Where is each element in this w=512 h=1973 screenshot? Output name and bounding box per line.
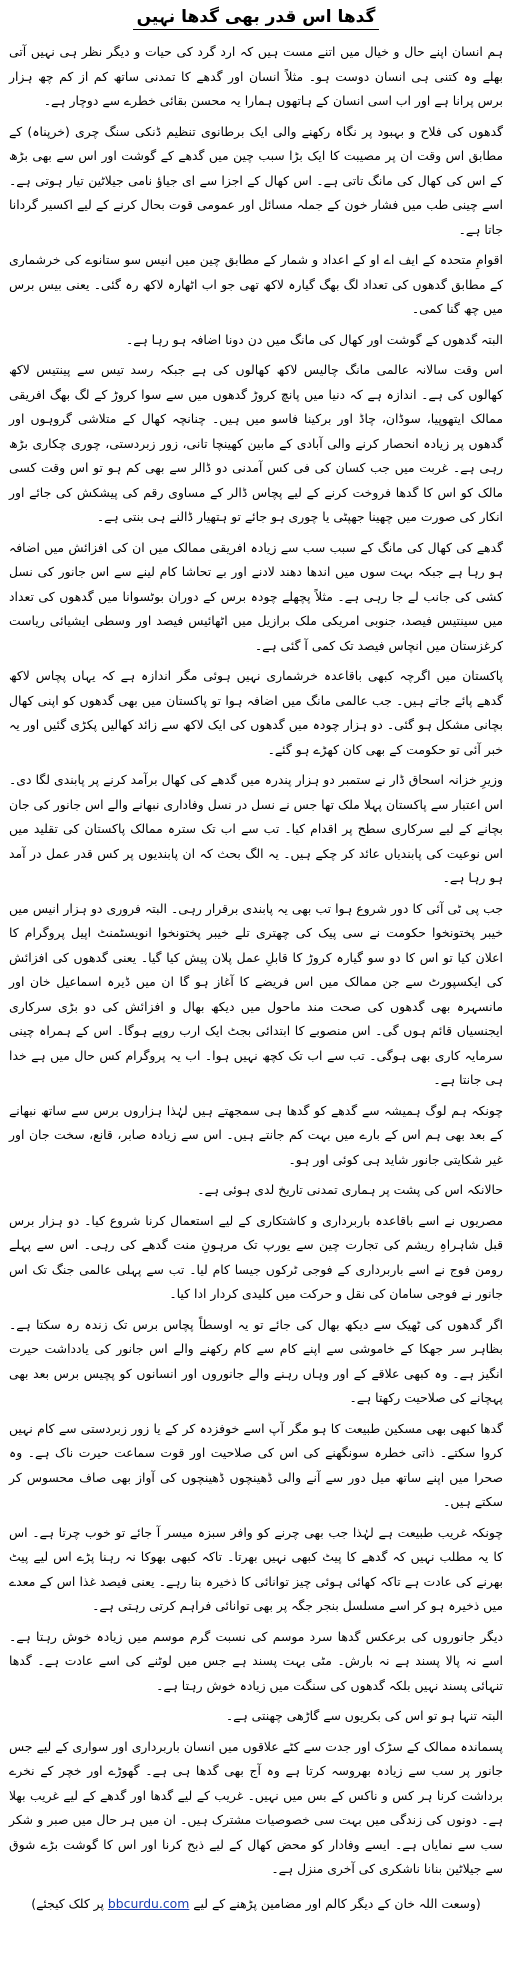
paragraph: گدھوں کی فلاح و بہبود پر نگاہ رکھنے والی ایک برطانوی تنظیم ڈنکی سنگ چری (خرپناہ) کے مطابق اس وقت ان پر مصیبت کا ایک بڑا سبب چین میں گدھے کے گوشت اور اس سے بھی بڑھ کے اس کی کھال کی مانگ تاتی ہے۔ اس کھال کے اجزا سے ای جیاؤ نامی جیلاٹین تیار ہوتی ہے۔ اسے چینی طب میں فشار خون کے جملہ مسائل اور عمومی قوت بحال کرنے کے لیے اکسیر گردانا جاتا ہے۔: [9, 123, 503, 237]
paragraph: پاکستان میں اگرچہ کبھی باقاعدہ خرشماری نہیں ہوئی مگر اندازہ ہے کہ یہاں پچاس لاکھ گدھے پائے جاتے ہیں۔ جب عالمی مانگ میں اضافہ ہوا تو پاکستان میں بھی گدھوں کو اپنی کھال بچانی مشکل ہو گئی۔ دو ہزار چودہ میں گدھوں کی ایک لاکھ سے زائد کھالیں پکڑی گئیں اور یہ خبر آئی تو حکومت کے بھی کان کھڑے ہو گئے۔: [9, 668, 503, 757]
paragraph: اقوامِ متحدہ کے ایف اے او کے اعداد و شمار کے مطابق چین میں انیس سو ستانوے کی خرشماری کے مطابق گدھوں کی تعداد لگ بھگ گیارہ لاکھ تھی جو اب اٹھارہ لاکھ رہ گئی۔ یعنی بیس برس میں چھ گنا کمی۔: [9, 252, 503, 316]
paragraph: پسماندہ ممالک کے سڑک اور جدت سے کٹے علاقوں میں انسان باربرداری اور سواری کے لیے جس جانور پر سب سے زیادہ بھروسہ کرتا ہے وہ آج بھی گدھا ہی ہے۔ گھوڑے اور خچر کے نخرے برداشت کرنا ہر کس و ناکس کے بس میں نہیں۔ غریب کے لیے گدھا اور گدھے کے لیے غریب بھلا ہے۔ دونوں کی زندگی میں بہت سی خصوصیات مشترک ہیں۔ ان میں ہر حال میں صبر و شکر سب سے نمایاں ہے۔ ایسے وفادار کو محض کھال کے لیے ذبح کرنا اور اس کا گوشت بڑے شوق سے جیلاٹین بنانا ناشکری کی آخری منزل ہے۔: [9, 1738, 503, 1876]
article-body: [9, 40, 503, 1882]
paragraph: گدھا کبھی بھی مسکین طبیعت کا ہو مگر آپ اسے خوفزدہ کر کے یا زور زبردستی سے کام نہیں کروا سکتے۔ ذاتی خطرہ سونگھنے کی اس کی صلاحیت اور قوت سماعت حیرت ناک ہے۔ وہ صحرا میں اپنے ساتھ میل دور سے آنے والی ڈھینچوں ڈھینچوں کی آواز بھی صاف محسوس کر سکتے ہیں۔: [9, 1420, 503, 1509]
article-title-text: گدھا اس قدر بھی گدھا نہیں: [133, 7, 380, 30]
paragraph: مصریوں نے اسے باقاعدہ باربرداری و کاشتکاری کے لیے استعمال کرنا شروع کیا۔ دو ہزار برس قبل شاہراہِ ریشم کی تجارت چین سے یورپ تک مرہونِ منت گدھے کی رہی۔ اس سے پہلے رومن فوج نے اسے باربرداری کے فوجی ٹرکوں جیسا کام لیا۔ تب سے پہلی عالمی جنگ تک اس جانور نے فوجی سامان کی نقل و حرکت میں کلیدی کردار ادا کیا۔: [9, 1212, 503, 1301]
article-title: [9, 6, 503, 28]
footer-suffix: پر کلک کیجئے): [31, 1895, 104, 1911]
paragraph: جب پی ٹی آئی کا دور شروع ہوا تب بھی یہ پابندی برقرار رہی۔ البتہ فروری دو ہزار انیس میں خیبر پختونخوا حکومت نے سی پیک کی چھتری تلے خیبر پختونخوا انویسٹمنٹ اپیل پروگرام کا اعلان کیا تو اس کا دو سو گیارہ کروڑ کا قابلِ عمل پلان پیش کیا گیا۔ یعنی گدھوں کی افزائش کی ایکسپورٹ سے جن ممالک میں اس فریضے کا آغاز ہو گا ان میں ڈیرہ اسماعیل خان اور مانسہرہ بھی گدھوں کی صحت مند ماحول میں دیکھ بھال و افزائش کی دو بڑی سرکاری ایجنسیاں قائم ہوں گی۔ اس منصوبے کا ابتدائی بجٹ ایک ارب روپے ہوگا۔ اس کے ہمراہ چینی سرمایہ کاری بھی ہوگی۔ تب سے اب تک کچھ نہیں ہوا۔ اب یہ پروگرام کس حال میں ہے خدا ہی جانتا ہے۔: [9, 900, 503, 1087]
paragraph: ہم انسان اپنے حال و خیال میں اتنے مست ہیں کہ ارد گرد کی حیات و دیگر نظر ہی نہیں آتی بھلے وہ کتنی ہی انسان دوست ہو۔ مثلاً انسان اور گدھے کا تمدنی ساتھ کم از کم چھ ہزار برس پرانا ہے اور اب اسی انسان کے ہاتھوں ہمارا یہ محسن بقائی خطرے سے دوچار ہے۔: [9, 44, 503, 108]
paragraph: گدھے کی کھال کی مانگ کے سبب سب سے زیادہ افریقی ممالک میں ان کی افزائش میں اضافہ ہو رہا ہے جبکہ بہت سوں میں اندھا دھند لادنے اور بے تحاشا کام لینے سے اس جانور کی نسل کشی کی جانب لے جا رہی ہے۔ مثلاً پچھلے چودہ برس کے دوران بوٹسوانا میں گدھوں کی تعداد میں سینتیس فیصد، جنوبی امریکی ملک برازیل میں اٹھائیس فیصد اور وسطی ایشیائی ریاست کرغزستان میں انچاس فیصد تک کمی آ گئی ہے۔: [9, 539, 503, 653]
article-footer: [9, 1892, 503, 1916]
paragraph: البتہ تنہا ہو تو اس کی بکریوں سے گاڑھی چھنتی ہے۔: [225, 1708, 503, 1723]
paragraph: حالانکہ اس کی پشت پر ہماری تمدنی تاریخ لدی ہوئی ہے۔: [197, 1182, 503, 1197]
paragraph: البتہ گدھوں کے گوشت اور کھال کی مانگ میں دن دونا اضافہ ہو رہا ہے۔: [125, 331, 503, 347]
paragraph: چونکہ ہم لوگ ہمیشہ سے گدھے کو گدھا ہی سمجھتے ہیں لہٰذا ہزاروں برس سے ساتھ نبھانے کے بعد بھی ہم اس کے بارے میں بہت کم جانتے ہیں۔ اس سے زیادہ صابر، قانع، سخت جان اور غیر شکایتی جانور شاید ہی کوئی اور ہو۔: [9, 1102, 503, 1167]
paragraph: وزیرِ خزانہ اسحاق ڈار نے ستمبر دو ہزار پندرہ میں گدھے کی کھال برآمد کرنے پر پابندی لگا دی۔ اس اعتبار سے پاکستان پہلا ملک تھا جس نے نسل در نسل وفاداری نبھانے والے اس جانور کی جان بچانے کے لیے سرکاری سطح پر اقدام کیا۔ تب سے اب تک سترہ ممالک پاکستان کی تقلید میں اس نوعیت کی پابندیاں عائد کر چکے ہیں۔ یہ الگ بحث کہ ان پابندیوں پر کس قدر عمل در آمد ہو رہا ہے۔: [9, 772, 503, 885]
bbcurdu-link[interactable]: bbcurdu.com: [107, 1895, 190, 1911]
paragraph: اس وقت سالانہ عالمی مانگ چالیس لاکھ کھالوں کی ہے جبکہ رسد تیس سے پینتیس لاکھ کھالوں کی ہے۔ اندازہ ہے کہ دنیا میں پانچ کروڑ گدھوں میں سے سوا کروڑ کے لگ بھگ افریقی ممالک ایتھوپیا، سوڈان، چاڈ اور برکینا فاسو میں ہیں۔ چنانچہ کھال کے متلاشی گروہوں اور گدھوں پر زیادہ انحصار کرنے والی آبادی کے مابین کھینچا تانی، زور زبردستی، چوری چکاری بڑھ رہی ہے۔ غربت میں جب کسان کی فی کس آمدنی دو ڈالر سے بھی کم ہو تو اس وقت کسی مالک کو اس کا گدھا فروخت کرنے کے لیے پچاس ڈالر کے مساوی رقم کی پیشکش کی جائے اور انکار کی صورت میں چھینا جھپٹی یا چوری ہو جائے تو ہتھیار ڈالنے ہی بنتی ہے۔: [9, 362, 503, 524]
paragraph: اگر گدھوں کی ٹھیک سے دیکھ بھال کی جائے تو یہ اوسطاً پچاس برس تک زندہ رہ سکتا ہے۔ بظاہر سر جھکا کے خاموشی سے اپنے کام سے کام رکھنے والے اس جانور کی یادداشت حیرت انگیز ہے۔ وہ کبھی علاقے کے اور وہاں رہنے والے جانوروں اور انسانوں کو پچیس برس بعد بھی پہچانے کی صلاحیت رکھتا ہے۔: [9, 1316, 503, 1405]
paragraph: دیگر جانوروں کی برعکس گدھا سرد موسم کی نسبت گرم موسم میں زیادہ خوش رہتا ہے۔ اسے نہ پالا پسند ہے نہ بارش۔ مٹی بہت پسند ہے جس میں لوٹنے کی اسے عادت ہے۔ گدھا تنہائی پسند نہیں بلکہ گدھوں کی سنگت میں زیادہ خوش رہتا ہے۔: [9, 1628, 503, 1693]
paragraph: چونکہ غریب طبیعت ہے لہٰذا جب بھی چرنے کو وافر سبزہ میسر آ جائے تو خوب چرتا ہے۔ اس کا یہ مطلب نہیں کہ گدھے کا پیٹ کبھی نہیں بھرتا۔ تاکہ کبھی بھوکا نہ رہنا پڑے اس لیے پیٹ بھرنے کی عادت ہے تاکہ کھائی ہوئی چیز توانائی کا ذخیرہ بنا رہے۔ یعنی فیصد غذا اس کے معدے میں ذخیرہ ہو کر اسے مسلسل بنجر جگہ پر بھی توانائی فراہم کرتی رہتی ہے۔: [9, 1524, 503, 1613]
footer-prefix: (وسعت اللہ خان کے دیگر کالم اور مضامین پڑھنے کے لیے: [193, 1895, 481, 1911]
